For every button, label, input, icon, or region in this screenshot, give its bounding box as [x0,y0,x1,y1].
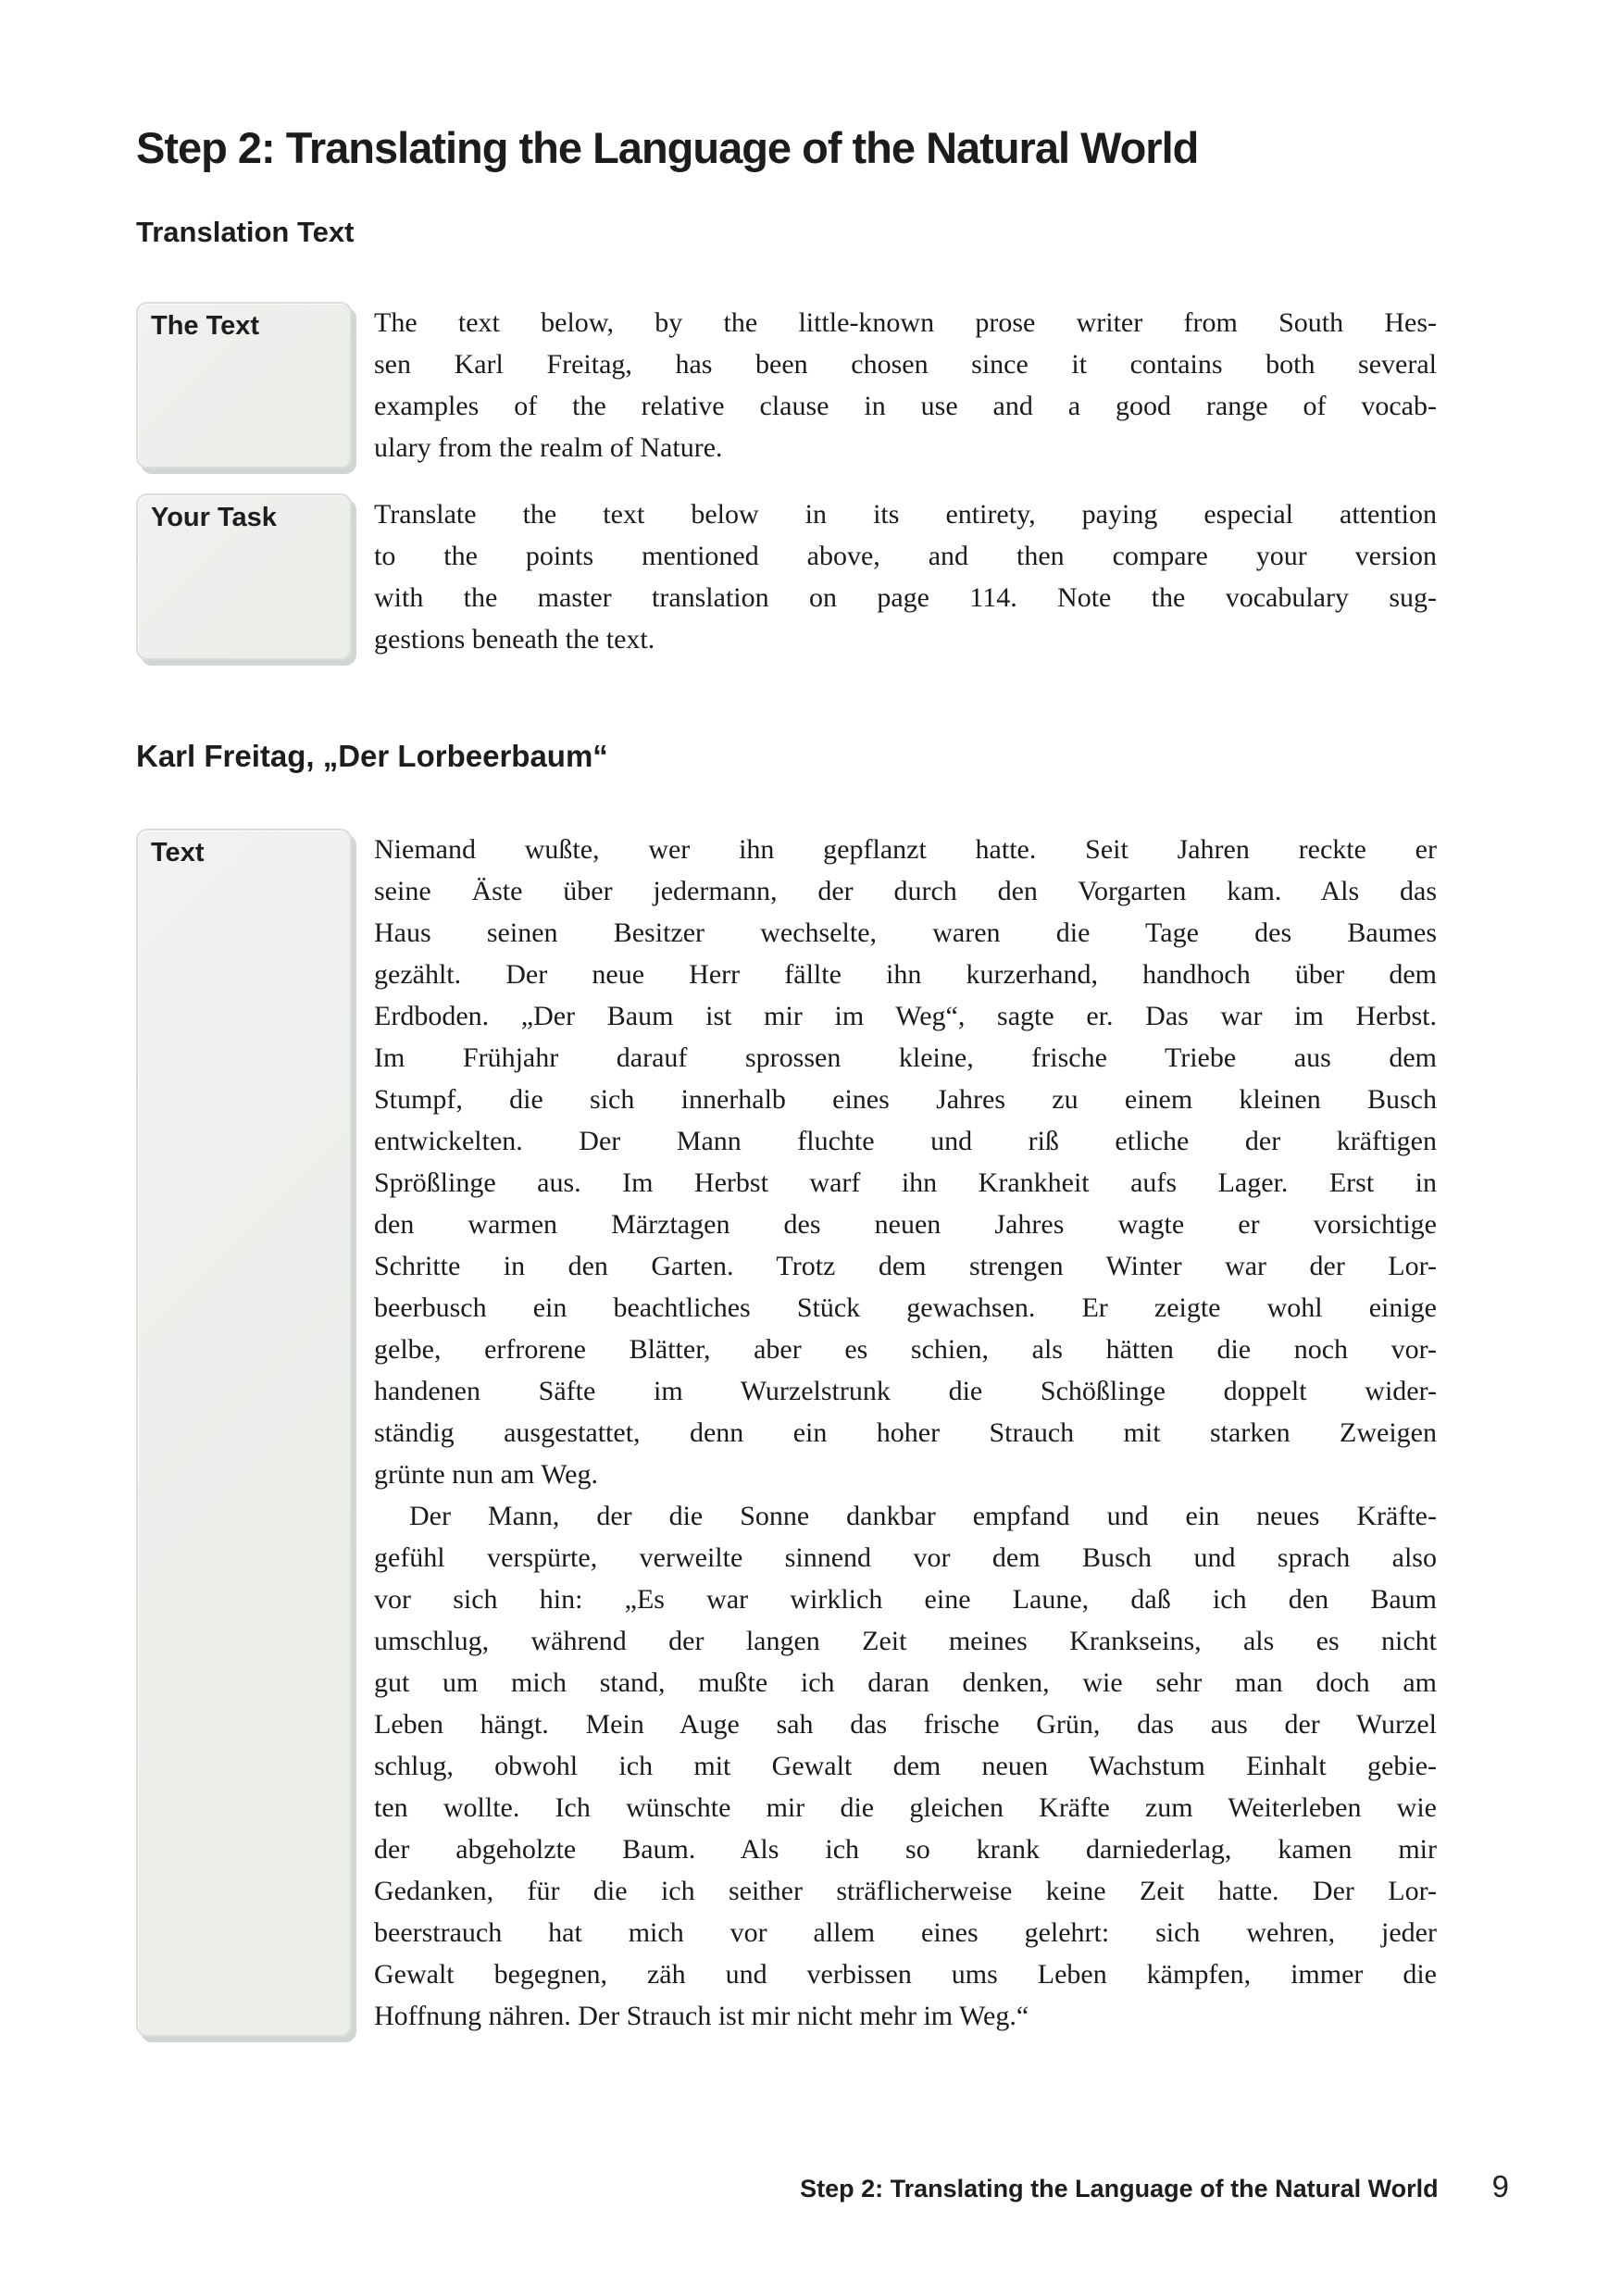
text-line: ulary from the realm of Nature. [374,432,723,463]
text-line: grünte nun am Weg. [374,1459,598,1490]
text-line: The text below, by the little-known prose writer from South Hes- [374,307,1437,338]
page-title: Step 2: Translating the Language of the Natural World [136,123,1199,172]
text-line: Erdboden. „Der Baum ist mir im Weg“, sagte er. Das war im Herbst. [374,1001,1437,1031]
text-line: der abgeholzte Baum. Als ich so krank darniederlag, kamen mir [374,1834,1437,1865]
text-line: gelbe, erfrorene Blätter, aber es schien, als hätten die noch vor- [374,1334,1437,1365]
your-task-paragraph [374,493,1437,660]
the-text-label: The Text [151,311,260,341]
text-line: Gedanken, für die ich seither sträflicherweise keine Zeit hatte. Der Lor- [374,1876,1437,1906]
text-line: umschlug, während der langen Zeit meines Krankseins, als es nicht [374,1626,1437,1656]
text-line: den warmen Märztagen des neuen Jahres wagte er vorsichtige [374,1209,1437,1240]
footer-running-title: Step 2: Translating the Language of the Natural World [800,2175,1439,2202]
text-line: Der Mann, der die Sonne dankbar empfand und ein neues Kräfte- [409,1501,1437,1531]
text-line: handenen Säfte im Wurzelstrunk die Schößlinge doppelt wider- [374,1376,1437,1406]
section-subtitle: Translation Text [136,216,355,248]
page-number: 9 [1491,2169,1509,2203]
text-line: Leben hängt. Mein Auge sah das frische Grün, das aus der Wurzel [374,1709,1437,1740]
text-line: vor sich hin: „Es war wirklich eine Laune, daß ich den Baum [374,1584,1437,1615]
text-line: entwickelten. Der Mann fluchte und riß etliche der kräftigen [374,1126,1437,1156]
text-label: Text [151,838,205,867]
german-text-paragraph [374,829,1437,2037]
the-text-section [136,302,1437,468]
text-line: Im Frühjahr darauf sprossen kleine, frische Triebe aus dem [374,1042,1437,1073]
text-line: ständig ausgestattet, denn ein hoher Strauch mit starken Zweigen [374,1417,1437,1448]
the-text-label-box [136,302,352,468]
text-line: Schritte in den Garten. Trotz dem strengen Winter war der Lor- [374,1251,1437,1281]
author-title-heading: Karl Freitag, „Der Lorbeerbaum“ [136,739,608,773]
text-line: gezählt. Der neue Herr fällte ihn kurzerhand, handhoch über dem [374,959,1437,990]
the-text-paragraph [374,302,1437,468]
text-line: Sprößlinge aus. Im Herbst warf ihn Krankheit aufs Lager. Erst in [374,1167,1437,1198]
your-task-label-box [136,493,352,660]
text-line: ten wollte. Ich wünschte mir die gleichen Kräfte zum Weiterleben wie [374,1792,1437,1823]
text-line: Hoffnung nähren. Der Strauch ist mir nicht mehr im Weg.“ [374,2001,1029,2031]
text-line: Haus seinen Besitzer wechselte, waren die Tage des Baumes [374,917,1437,948]
your-task-section [136,493,1437,660]
german-text-section [136,829,1437,2037]
text-line: sen Karl Freitag, has been chosen since it contains both several [374,349,1437,380]
text-line: Gewalt begegnen, zäh und verbissen ums Leben kämpfen, immer die [374,1959,1437,1990]
text-line: Stumpf, die sich innerhalb eines Jahres zu einem kleinen Busch [374,1084,1437,1115]
text-line: schlug, obwohl ich mit Gewalt dem neuen Wachstum Einhalt gebie- [374,1751,1437,1781]
text-line: gefühl verspürte, verweilte sinnend vor dem Busch und sprach also [374,1542,1437,1573]
text-line: to the points mentioned above, and then compare your version [374,541,1437,571]
text-line: with the master translation on page 114. Note the vocabulary sug- [374,582,1437,613]
text-line: Niemand wußte, wer ihn gepflanzt hatte. Seit Jahren reckte er [374,834,1437,865]
text-line: beerbusch ein beachtliches Stück gewachsen. Er zeigte wohl einige [374,1292,1437,1323]
text-line: gestions beneath the text. [374,624,655,655]
text-line: gut um mich stand, mußte ich daran denken, wie sehr man doch am [374,1667,1437,1698]
text-label-box [136,829,352,2037]
text-line: examples of the relative clause in use and a good range of vocab- [374,391,1437,421]
text-line: beerstrauch hat mich vor allem eines gelehrt: sich wehren, jeder [374,1917,1437,1948]
text-line: seine Äste über jedermann, der durch den Vorgarten kam. Als das [374,876,1437,906]
your-task-label: Your Task [151,503,277,532]
text-line: Translate the text below in its entirety, paying especial attention [374,499,1437,530]
page-footer [136,2169,1509,2204]
